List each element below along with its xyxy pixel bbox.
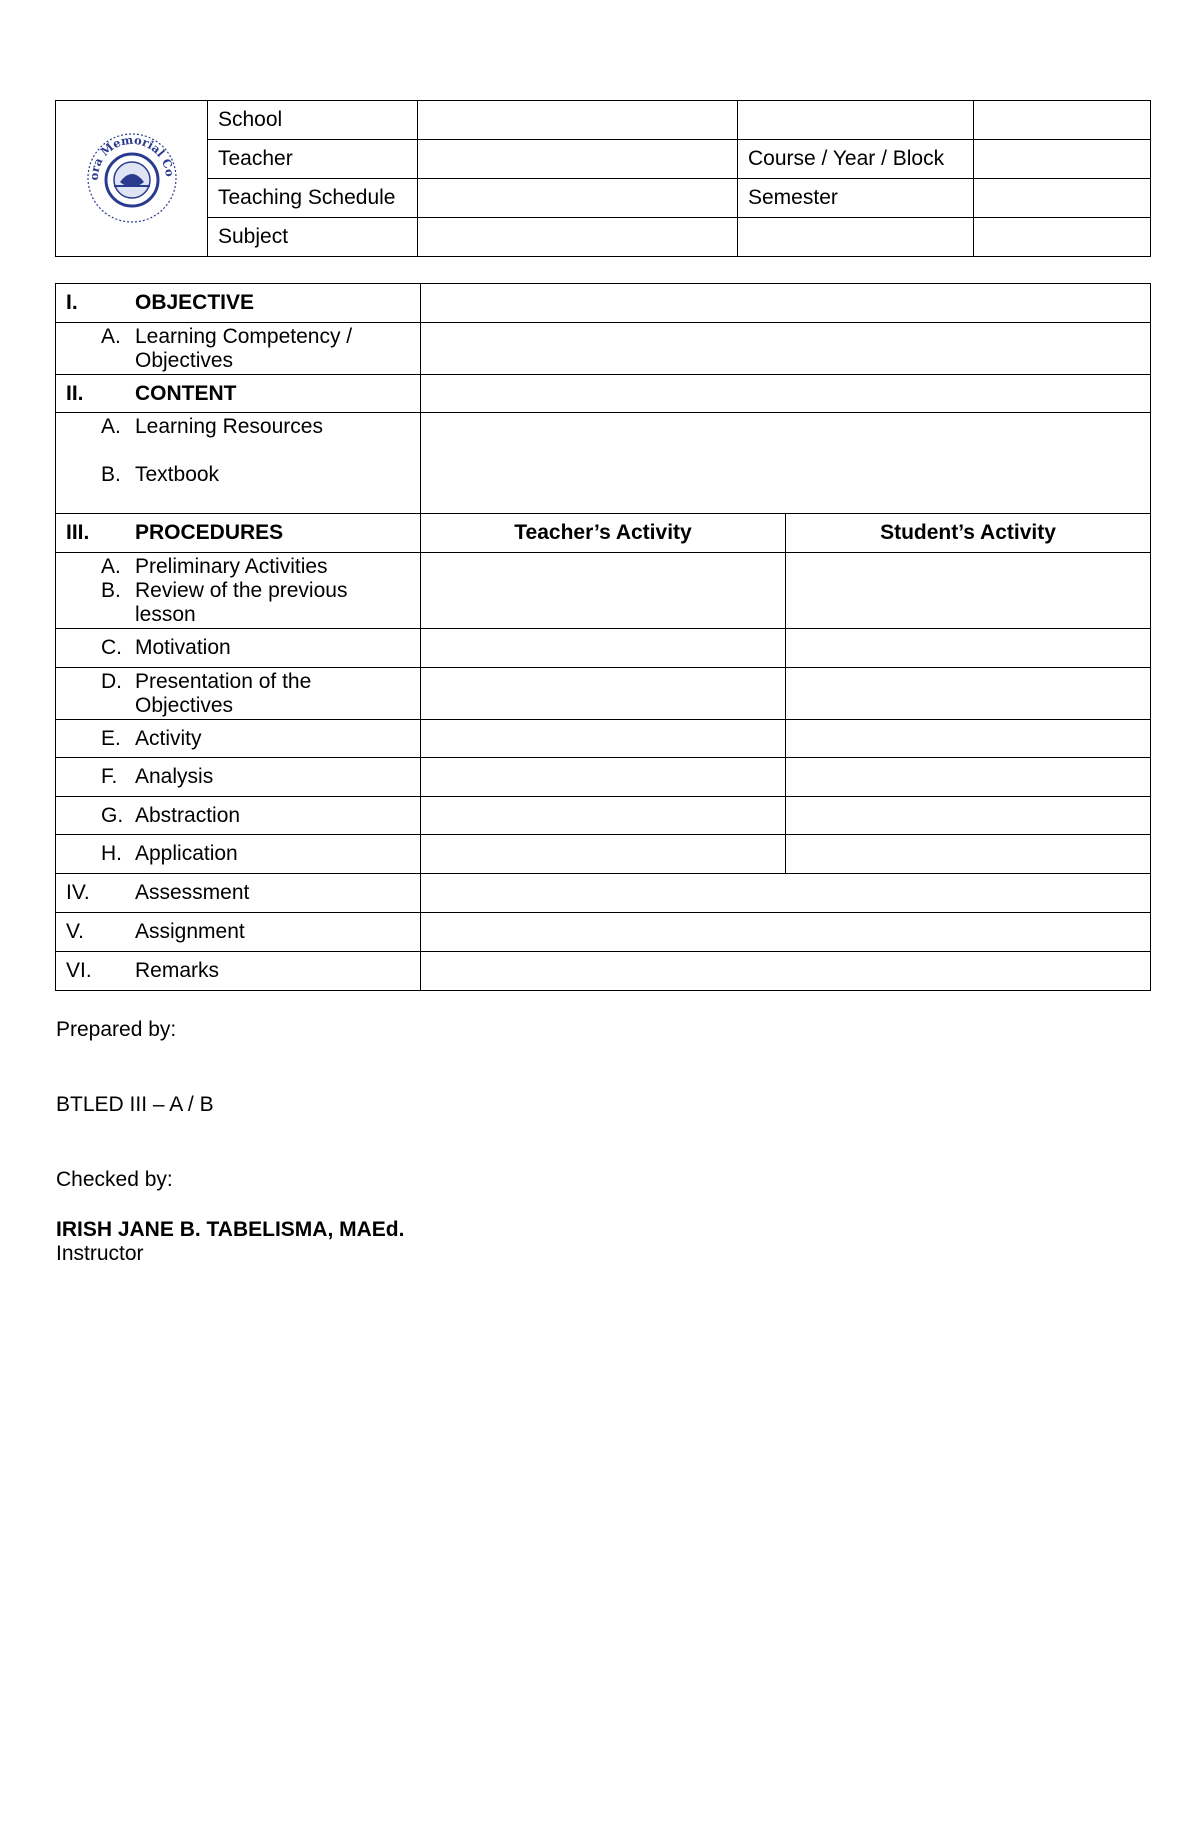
subject-value [418, 218, 738, 257]
teacher-activity-cell [421, 668, 786, 720]
teacher-activity-cell [421, 720, 786, 758]
assessment-label: Assessment [135, 881, 250, 904]
preliminary-activities-label: Preliminary Activities [135, 555, 328, 578]
learning-competency-label: Learning Competency / Objectives [135, 324, 353, 372]
teacher-activity-cell [421, 553, 786, 629]
procedure-item: G. Abstraction [56, 797, 421, 835]
student-activity-cell [786, 758, 1151, 797]
content-num: II. [66, 381, 84, 405]
teaching-schedule-value [418, 179, 738, 218]
lesson-plan-table [55, 283, 1151, 991]
procedure-item: F. Analysis [56, 758, 421, 797]
student-activity-cell [786, 797, 1151, 835]
procedure-item: D. Presentation of the Objectives [56, 668, 421, 720]
school-logo-cell [56, 101, 208, 257]
objective-label: OBJECTIVE [135, 291, 255, 314]
course-year-block-label: Course / Year / Block [738, 140, 974, 179]
teacher-value [418, 140, 738, 179]
learning-resources-label: Learning Resources [135, 415, 323, 438]
motivation-label: Motivation [135, 636, 231, 659]
content-resources-value [421, 413, 1151, 514]
assignment-value [421, 913, 1151, 952]
teacher-activity-cell [421, 835, 786, 874]
school-value [418, 101, 738, 140]
header-table [55, 100, 1151, 257]
subject-label: Subject [208, 218, 418, 257]
abstraction-label: Abstraction [135, 803, 241, 827]
teaching-schedule-label: Teaching Schedule [208, 179, 418, 218]
content-items: A. Learning Resources B. Textbook [56, 413, 421, 514]
student-activity-header: Student’s Activity [786, 514, 1151, 553]
procedures-num: III. [66, 521, 90, 544]
row4-right-value [974, 218, 1151, 257]
teacher-activity-header: Teacher’s Activity [421, 514, 786, 553]
teacher-activity-cell [421, 758, 786, 797]
application-label: Application [135, 842, 238, 865]
teacher-activity-cell [421, 797, 786, 835]
review-previous-lesson-label: Review of the previous lesson [135, 579, 348, 626]
assignment-row: V. Assignment [56, 913, 421, 952]
procedure-item: C. Motivation [56, 629, 421, 668]
remarks-label: Remarks [135, 959, 220, 982]
student-activity-cell [786, 835, 1151, 874]
procedures-label: PROCEDURES [135, 521, 284, 544]
assessment-value [421, 874, 1151, 913]
objective-heading [56, 284, 421, 323]
section-text: BTLED III – A / B [56, 1093, 214, 1116]
content-label: CONTENT [135, 381, 237, 405]
learning-competency-item: A. Learning Competency / Objectives [56, 323, 421, 375]
row4-right-label [738, 218, 974, 257]
school-label: School [208, 101, 418, 140]
semester-label: Semester [738, 179, 974, 218]
analysis-label: Analysis [135, 765, 214, 788]
student-activity-cell [786, 553, 1151, 629]
presentation-objectives-label: Presentation of the Objectives [135, 669, 312, 717]
textbook-label: Textbook [135, 463, 220, 486]
course-year-block-value [974, 140, 1151, 179]
instructor-name: IRISH JANE B. TABELISMA, MAEd. [56, 1218, 405, 1241]
instructor-title: Instructor [56, 1242, 144, 1265]
remarks-value [421, 952, 1151, 991]
school-logo-seal [82, 126, 182, 226]
assessment-row: IV. Assessment [56, 874, 421, 913]
svg-text:Zamora Memorial College: ora Memorial Co [86, 132, 177, 181]
remarks-row: VI. Remarks [56, 952, 421, 991]
content-value [421, 375, 1151, 413]
activity-label: Activity [135, 726, 202, 750]
prepared-by-label: Prepared by: [56, 1018, 177, 1041]
procedure-item: E. Activity [56, 720, 421, 758]
learning-competency-value [421, 323, 1151, 375]
student-activity-cell [786, 668, 1151, 720]
assignment-label: Assignment [135, 920, 245, 943]
checked-by-label: Checked by: [56, 1168, 173, 1191]
semester-value [974, 179, 1151, 218]
student-activity-cell [786, 629, 1151, 668]
content-heading [56, 375, 421, 413]
teacher-label: Teacher [208, 140, 418, 179]
teacher-activity-cell [421, 629, 786, 668]
objective-num: I. [66, 291, 78, 314]
procedure-item: H. Application [56, 835, 421, 874]
procedures-heading [56, 514, 421, 553]
row1-right-value [974, 101, 1151, 140]
student-activity-cell [786, 720, 1151, 758]
row1-right-label [738, 101, 974, 140]
objective-value [421, 284, 1151, 323]
procedure-item-ab: A. Preliminary Activities B. Review of the previous lesson [56, 553, 421, 629]
